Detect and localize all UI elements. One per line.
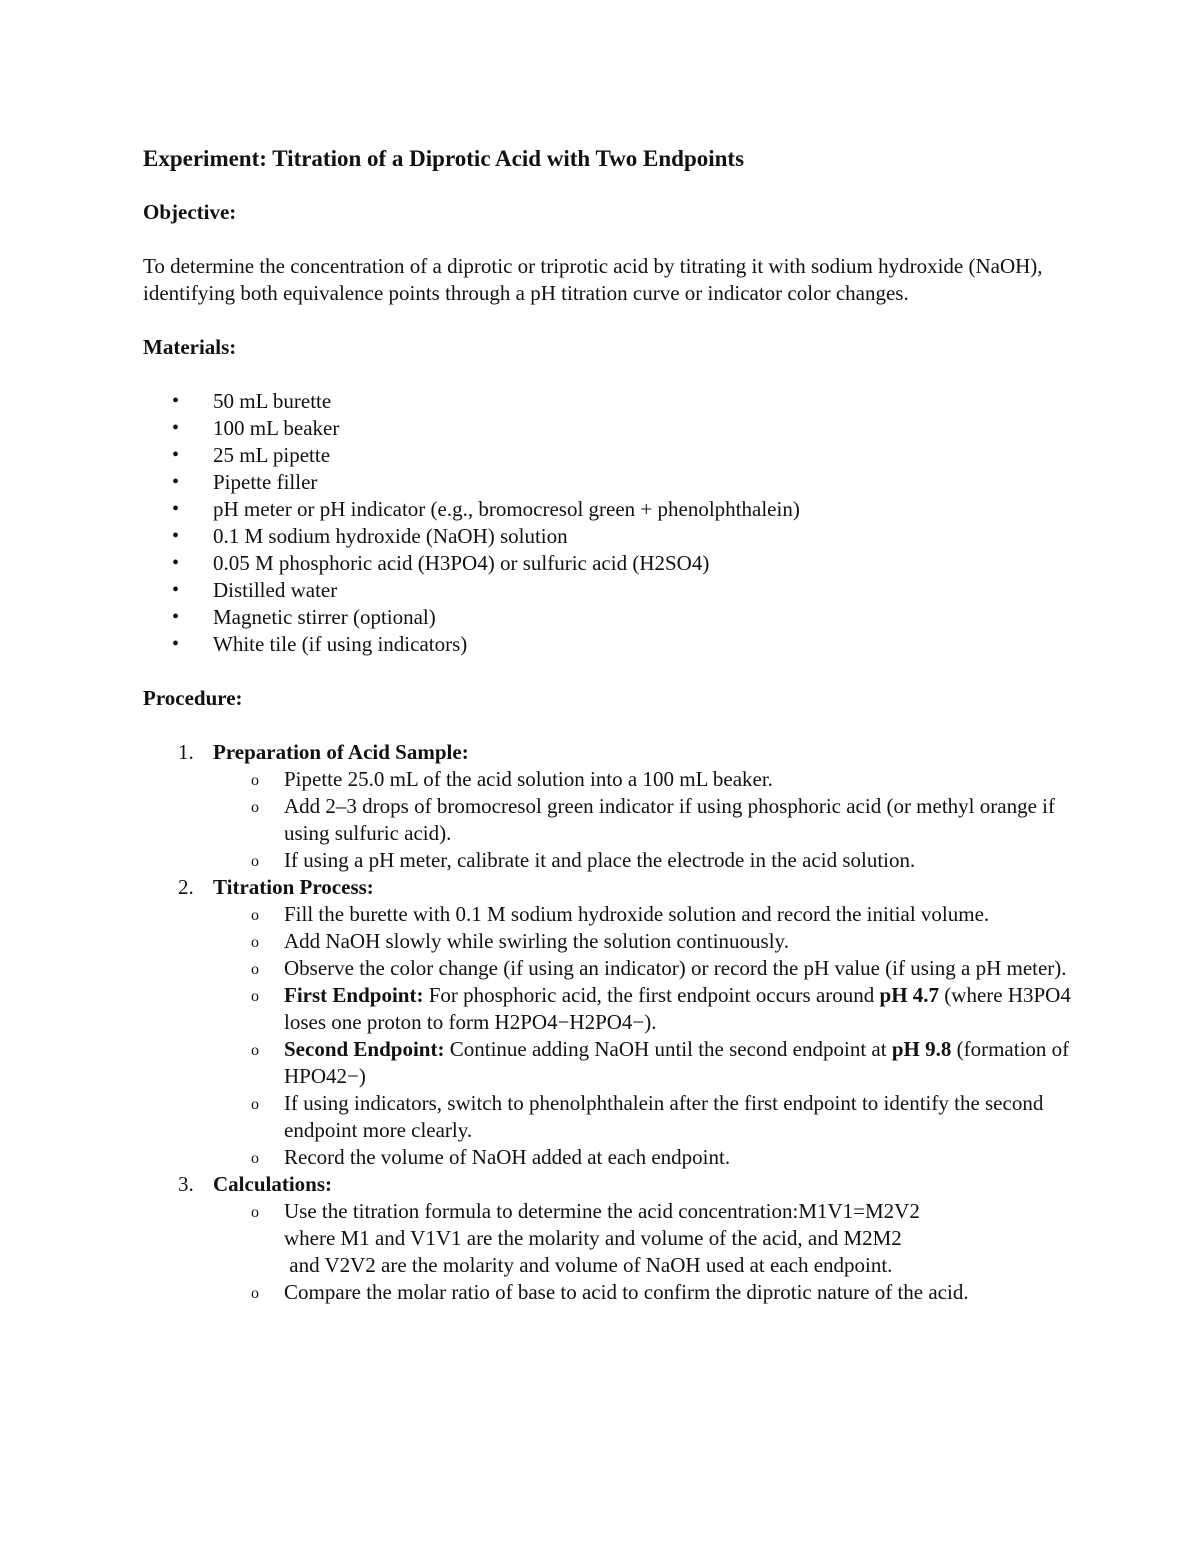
substep-item: o Fill the burette with 0.1 M sodium hydroxide solution and record the initial volume. [213,901,1073,928]
procedure-step-1 [143,739,1073,874]
materials-heading: Materials: [143,335,237,359]
procedure-step-2 [143,874,1073,1171]
objective-text: To determine the concentration of a diprotic or triprotic acid by titrating it with sodium hydroxide (NaOH), identifying both equivalence points through a pH titration curve or indicator color changes. [143,254,1043,305]
formula-line: o Use the titration formula to determine the acid concentration:M1V1=M2V2 [284,1199,920,1223]
substep-item: o Record the volume of NaOH added at each endpoint. [213,1144,1073,1171]
materials-item: • Magnetic stirrer (optional) [143,604,1073,631]
step-number: 2. [178,875,194,899]
materials-item: • Pipette filler [143,469,1073,496]
procedure-step-3 [143,1171,1073,1306]
step-title: Preparation of Acid Sample: [213,740,469,764]
first-endpoint-text: For phosphoric acid, the first endpoint occurs around [423,983,880,1007]
substep-item: o Observe the color change (if using an indicator) or record the pH value (if using a pH meter). [213,955,1073,982]
first-endpoint-label: First Endpoint: [284,983,424,1007]
materials-item: • 25 mL pipette [143,442,1073,469]
second-endpoint-note: (formation of HPO42−) [284,1037,1070,1088]
step-number: 3. [178,1172,194,1196]
materials-item: • 100 mL beaker [143,415,1073,442]
formula-item [213,1198,1073,1279]
formula-line: where M1 and V1V1 are the molarity and volume of the acid, and M2M2 [284,1226,902,1250]
materials-item: • 0.1 M sodium hydroxide (NaOH) solution [143,523,1073,550]
second-endpoint-ph: pH 9.8 [891,1037,952,1061]
materials-item: • 50 mL burette [143,388,1073,415]
document-page [143,144,1073,1306]
materials-list [143,388,1073,658]
second-endpoint-label: Second Endpoint: [284,1037,445,1061]
second-endpoint-item [213,1036,1073,1090]
step-number: 1. [178,740,194,764]
substep-item: o Add NaOH slowly while swirling the solution continuously. [213,928,1073,955]
first-endpoint-ph: pH 4.7 [879,983,940,1007]
substep-item: o If using a pH meter, calibrate it and place the electrode in the acid solution. [213,847,1073,874]
document-title: Experiment: Titration of a Diprotic Acid with Two Endpoints [143,146,745,171]
step-substeps [213,766,1073,874]
materials-item: • 0.05 M phosphoric acid (H3PO4) or sulfuric acid (H2SO4) [143,550,1073,577]
substep-item: o Add 2–3 drops of bromocresol green indicator if using phosphoric acid (or methyl orange if using sulfuric acid). [213,793,1073,847]
procedure-steps [143,739,1073,1306]
substep-item: o Compare the molar ratio of base to acid to confirm the diprotic nature of the acid. [213,1279,1073,1306]
first-endpoint-note: (where H3PO4 loses one proton to form H2PO4−H2PO4−). [284,983,1071,1034]
step-substeps [213,901,1073,1171]
step-substeps [213,1198,1073,1306]
substep-item: o Pipette 25.0 mL of the acid solution into a 100 mL beaker. [213,766,1073,793]
substep-item: o If using indicators, switch to phenolphthalein after the first endpoint to identify the second endpoint more clearly. [213,1090,1073,1144]
formula-line: and V2V2 are the molarity and volume of NaOH used at each endpoint. [284,1253,893,1277]
materials-item: • White tile (if using indicators) [143,631,1073,658]
step-title: Titration Process: [213,875,374,899]
step-title: Calculations: [213,1172,333,1196]
materials-item: • pH meter or pH indicator (e.g., bromocresol green + phenolphthalein) [143,496,1073,523]
procedure-heading: Procedure: [143,686,243,710]
first-endpoint-item [213,982,1073,1036]
materials-item: • Distilled water [143,577,1073,604]
second-endpoint-text: Continue adding NaOH until the second endpoint at [444,1037,892,1061]
objective-heading: Objective: [143,200,237,224]
